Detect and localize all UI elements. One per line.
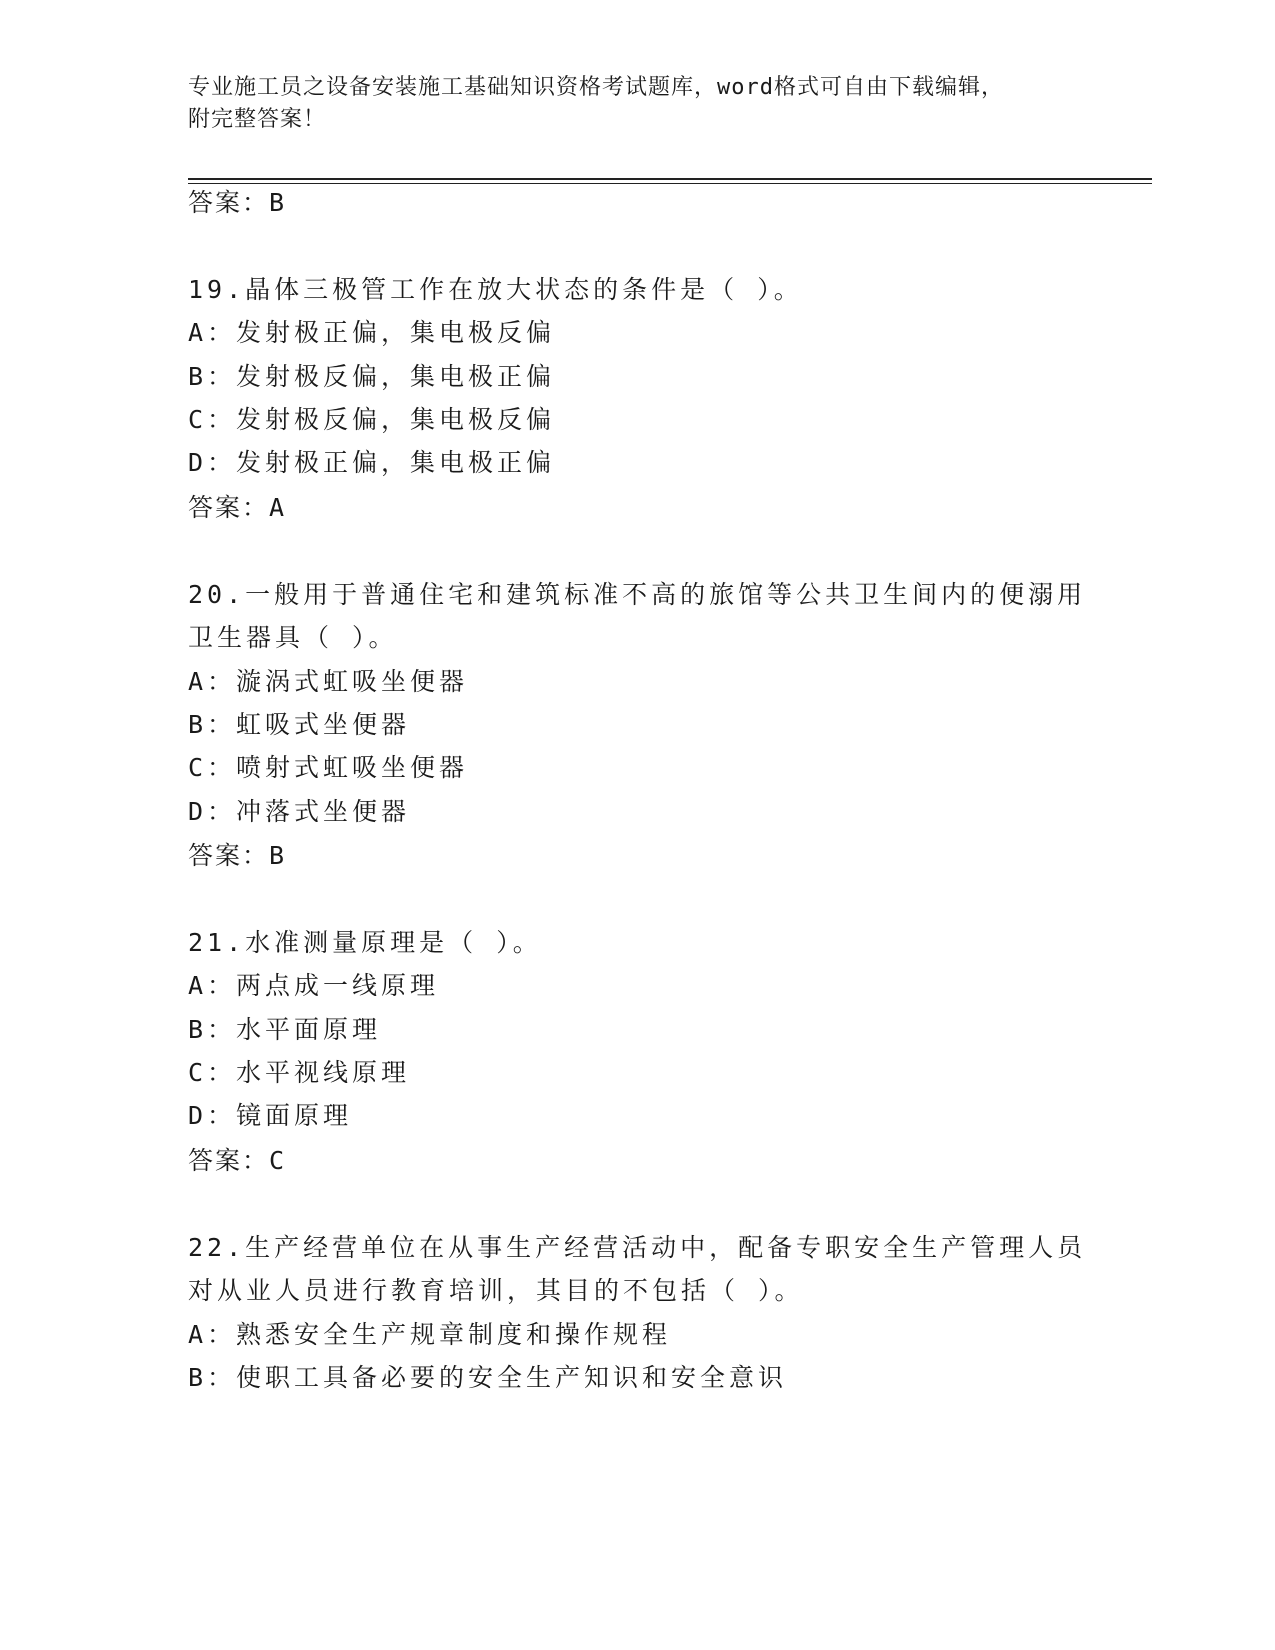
question-21-answer: 答案：C [188,1146,287,1175]
answer-previous: 答案：B [188,188,287,217]
question-19-option-a: A：发射极正偏，集电极反偏 [188,318,556,347]
question-21-option-a: A：两点成一线原理 [188,971,440,1000]
question-19-stem: 19.晶体三极管工作在放大状态的条件是（ ）。 [188,275,803,304]
question-20-option-b: B：虹吸式坐便器 [188,710,411,739]
question-20-answer: 答案：B [188,841,287,870]
question-21-option-b: B：水平面原理 [188,1015,382,1044]
question-20-option-a: A：漩涡式虹吸坐便器 [188,667,469,696]
question-22-stem-line-2: 对从业人员进行教育培训，其目的不包括（ ）。 [188,1276,804,1305]
question-20-option-d: D：冲落式坐便器 [188,797,411,826]
question-20-option-c: C：喷射式虹吸坐便器 [188,753,469,782]
question-19-answer: 答案：A [188,493,287,522]
document-header [188,72,1088,136]
header-divider-thin [188,183,1152,184]
question-22-stem-line-1: 22.生产经营单位在从事生产经营活动中，配备专职安全生产管理人员 [188,1233,1087,1262]
header-line-2: 附完整答案！ [188,107,327,132]
header-divider-thick [188,178,1152,180]
question-22-option-a: A：熟悉安全生产规章制度和操作规程 [188,1320,672,1349]
question-19-option-c: C：发射极反偏，集电极反偏 [188,405,556,434]
question-19-option-d: D：发射极正偏，集电极正偏 [188,448,556,477]
question-20-stem-line-2: 卫生器具（ ）。 [188,623,398,652]
question-22-option-b: B：使职工具备必要的安全生产知识和安全意识 [188,1363,788,1392]
question-21-option-d: D：镜面原理 [188,1101,353,1130]
question-21-option-c: C：水平视线原理 [188,1058,411,1087]
question-20-stem-line-1: 20.一般用于普通住宅和建筑标准不高的旅馆等公共卫生间内的便溺用 [188,580,1087,609]
question-19-option-b: B：发射极反偏，集电极正偏 [188,362,556,391]
question-21-stem: 21.水准测量原理是（ ）。 [188,928,542,957]
header-line-1: 专业施工员之设备安装施工基础知识资格考试题库，word格式可自由下载编辑， [188,75,1004,100]
